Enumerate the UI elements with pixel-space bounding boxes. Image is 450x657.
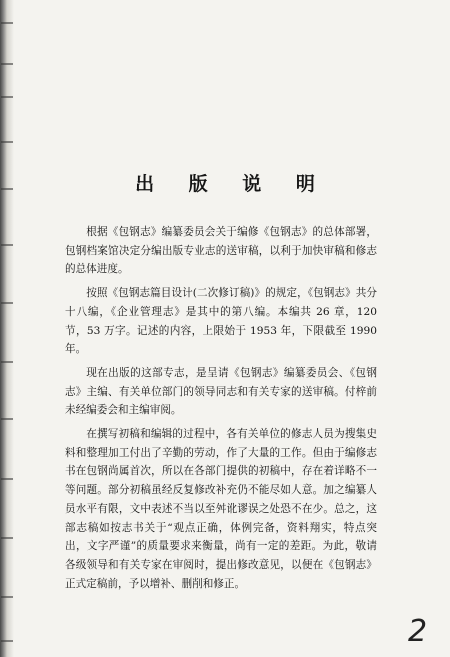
binding-marks — [0, 0, 16, 657]
body-text — [65, 223, 377, 598]
paragraph: 按照《包钢志篇目设计(二次修订稿)》的规定，《包钢志》共分十八编，《企业管理志》是其中的第八编。本编共 26 章，120 节，53 万字。记述的内容，上限始于 1953 年，下限截至 1990 年。 — [65, 287, 377, 356]
page-title: 出 版 说 明 — [135, 173, 329, 195]
paragraph: 现在出版的这部专志，是呈请《包钢志》编纂委员会、《包钢志》主编、有关单位部门的领导同志和有关专家的送审稿。付梓前未经编委会和主编审阅。 — [65, 366, 377, 417]
paragraph: 在撰写初稿和编辑的过程中，各有关单位的修志人员为搜集史料和整理加工付出了辛勤的劳动，作了大量的工作。但由于编修志书在包钢尚属首次，所以在各部门提供的初稿中，存在着详略不一等问题。部分初稿虽经反复修改补充仍不能尽如人意。加之编纂人员水平有限，文中表述不当以至舛讹谬误之处恐不在少。总之，这部志稿如按志书关于“观点正确，体例完备，资料翔实，特点突出，文字严谨”的质量要求来衡量，尚有一定的差距。为此，敬请各级领导和有关专家在审阅时，提出修改意见，以便在《包钢志》正式定稿前，予以增补、删削和修正。 — [65, 428, 377, 590]
paragraph: 根据《包钢志》编纂委员会关于编修《包钢志》的总体部署，包钢档案馆决定分编出版专业志的送审稿，以利于加快审稿和修志的总体进度。 — [65, 226, 377, 276]
page-number: 2 — [408, 614, 428, 649]
